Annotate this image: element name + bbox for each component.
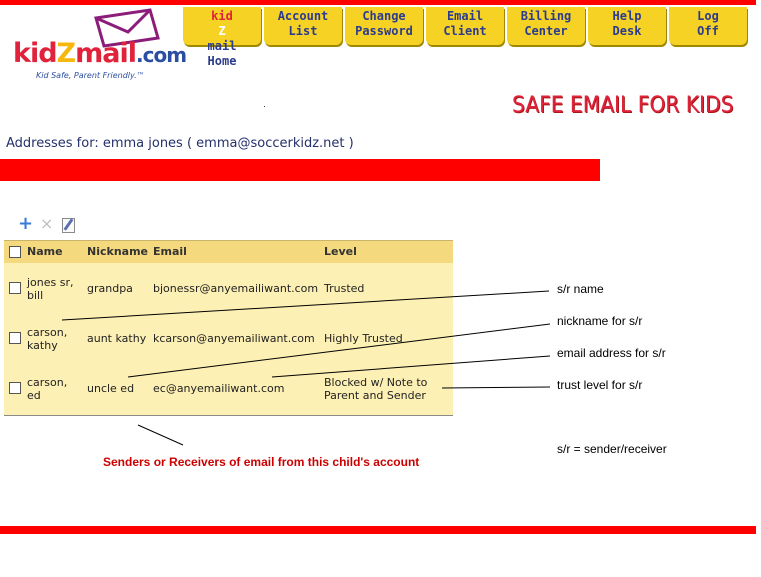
contact-name: jones sr, bill	[27, 276, 74, 302]
nav-help-desk-button[interactable]: Help Desk	[588, 7, 666, 45]
page-title: Addresses for: emma jones ( emma@soccerkidz.net )	[6, 136, 354, 151]
annotation-sr-name: s/r name	[557, 282, 604, 296]
contact-email: kcarson@anyemailiwant.com	[153, 332, 315, 345]
contact-nickname: aunt kathy	[87, 332, 147, 345]
pointer-line-name	[62, 291, 549, 320]
table-caption: Senders or Receivers of email from this child's account	[103, 455, 420, 469]
contact-level: Trusted	[324, 282, 365, 295]
pointer-line-caption	[138, 425, 183, 445]
contact-name: carson, kathy	[27, 326, 68, 352]
contact-nickname: uncle ed	[87, 382, 135, 395]
nav-account-list-button[interactable]: Account List	[264, 7, 342, 45]
logo-tagline: Kid Safe, Parent Friendly.™	[36, 71, 145, 80]
nav-change-password-button[interactable]: Change Password	[345, 7, 423, 45]
column-header-email[interactable]: Email	[153, 245, 187, 258]
delete-icon[interactable]: ×	[40, 214, 54, 233]
page-tagline: SAFE EMAIL FOR KIDS	[512, 93, 734, 118]
column-header-nickname[interactable]: Nickname	[87, 245, 148, 258]
column-header-name[interactable]: Name	[27, 245, 63, 258]
pointer-line-nickname	[128, 324, 550, 377]
annotation-email: email address for s/r	[557, 346, 666, 360]
contact-level: Highly Trusted	[324, 332, 403, 345]
contact-name: carson, ed	[27, 376, 68, 402]
annotation-trust-level: trust level for s/r	[557, 378, 643, 392]
add-icon[interactable]: +	[18, 213, 34, 234]
logo-wordmark: kidZmail.com	[13, 38, 187, 69]
nav-home-button[interactable]: kid Z mail Home	[183, 7, 261, 45]
nav-log-off-button[interactable]: Log Off	[669, 7, 747, 45]
bottom-red-bar	[0, 526, 756, 534]
annotation-sr-definition: s/r = sender/receiver	[557, 442, 667, 456]
contact-email: ec@anyemailiwant.com	[153, 382, 285, 395]
annotation-nickname: nickname for s/r	[557, 314, 643, 328]
pointer-line-email	[272, 356, 550, 377]
pointer-line-level	[442, 387, 550, 388]
contact-level: Blocked w/ Note to Parent and Sender	[324, 376, 428, 402]
nav-billing-center-button[interactable]: Billing Center	[507, 7, 585, 45]
contact-nickname: grandpa	[87, 282, 133, 295]
nav-email-client-button[interactable]: Email Client	[426, 7, 504, 45]
contact-email: bjonessr@anyemailiwant.com	[153, 282, 319, 295]
column-header-level[interactable]: Level	[324, 245, 357, 258]
